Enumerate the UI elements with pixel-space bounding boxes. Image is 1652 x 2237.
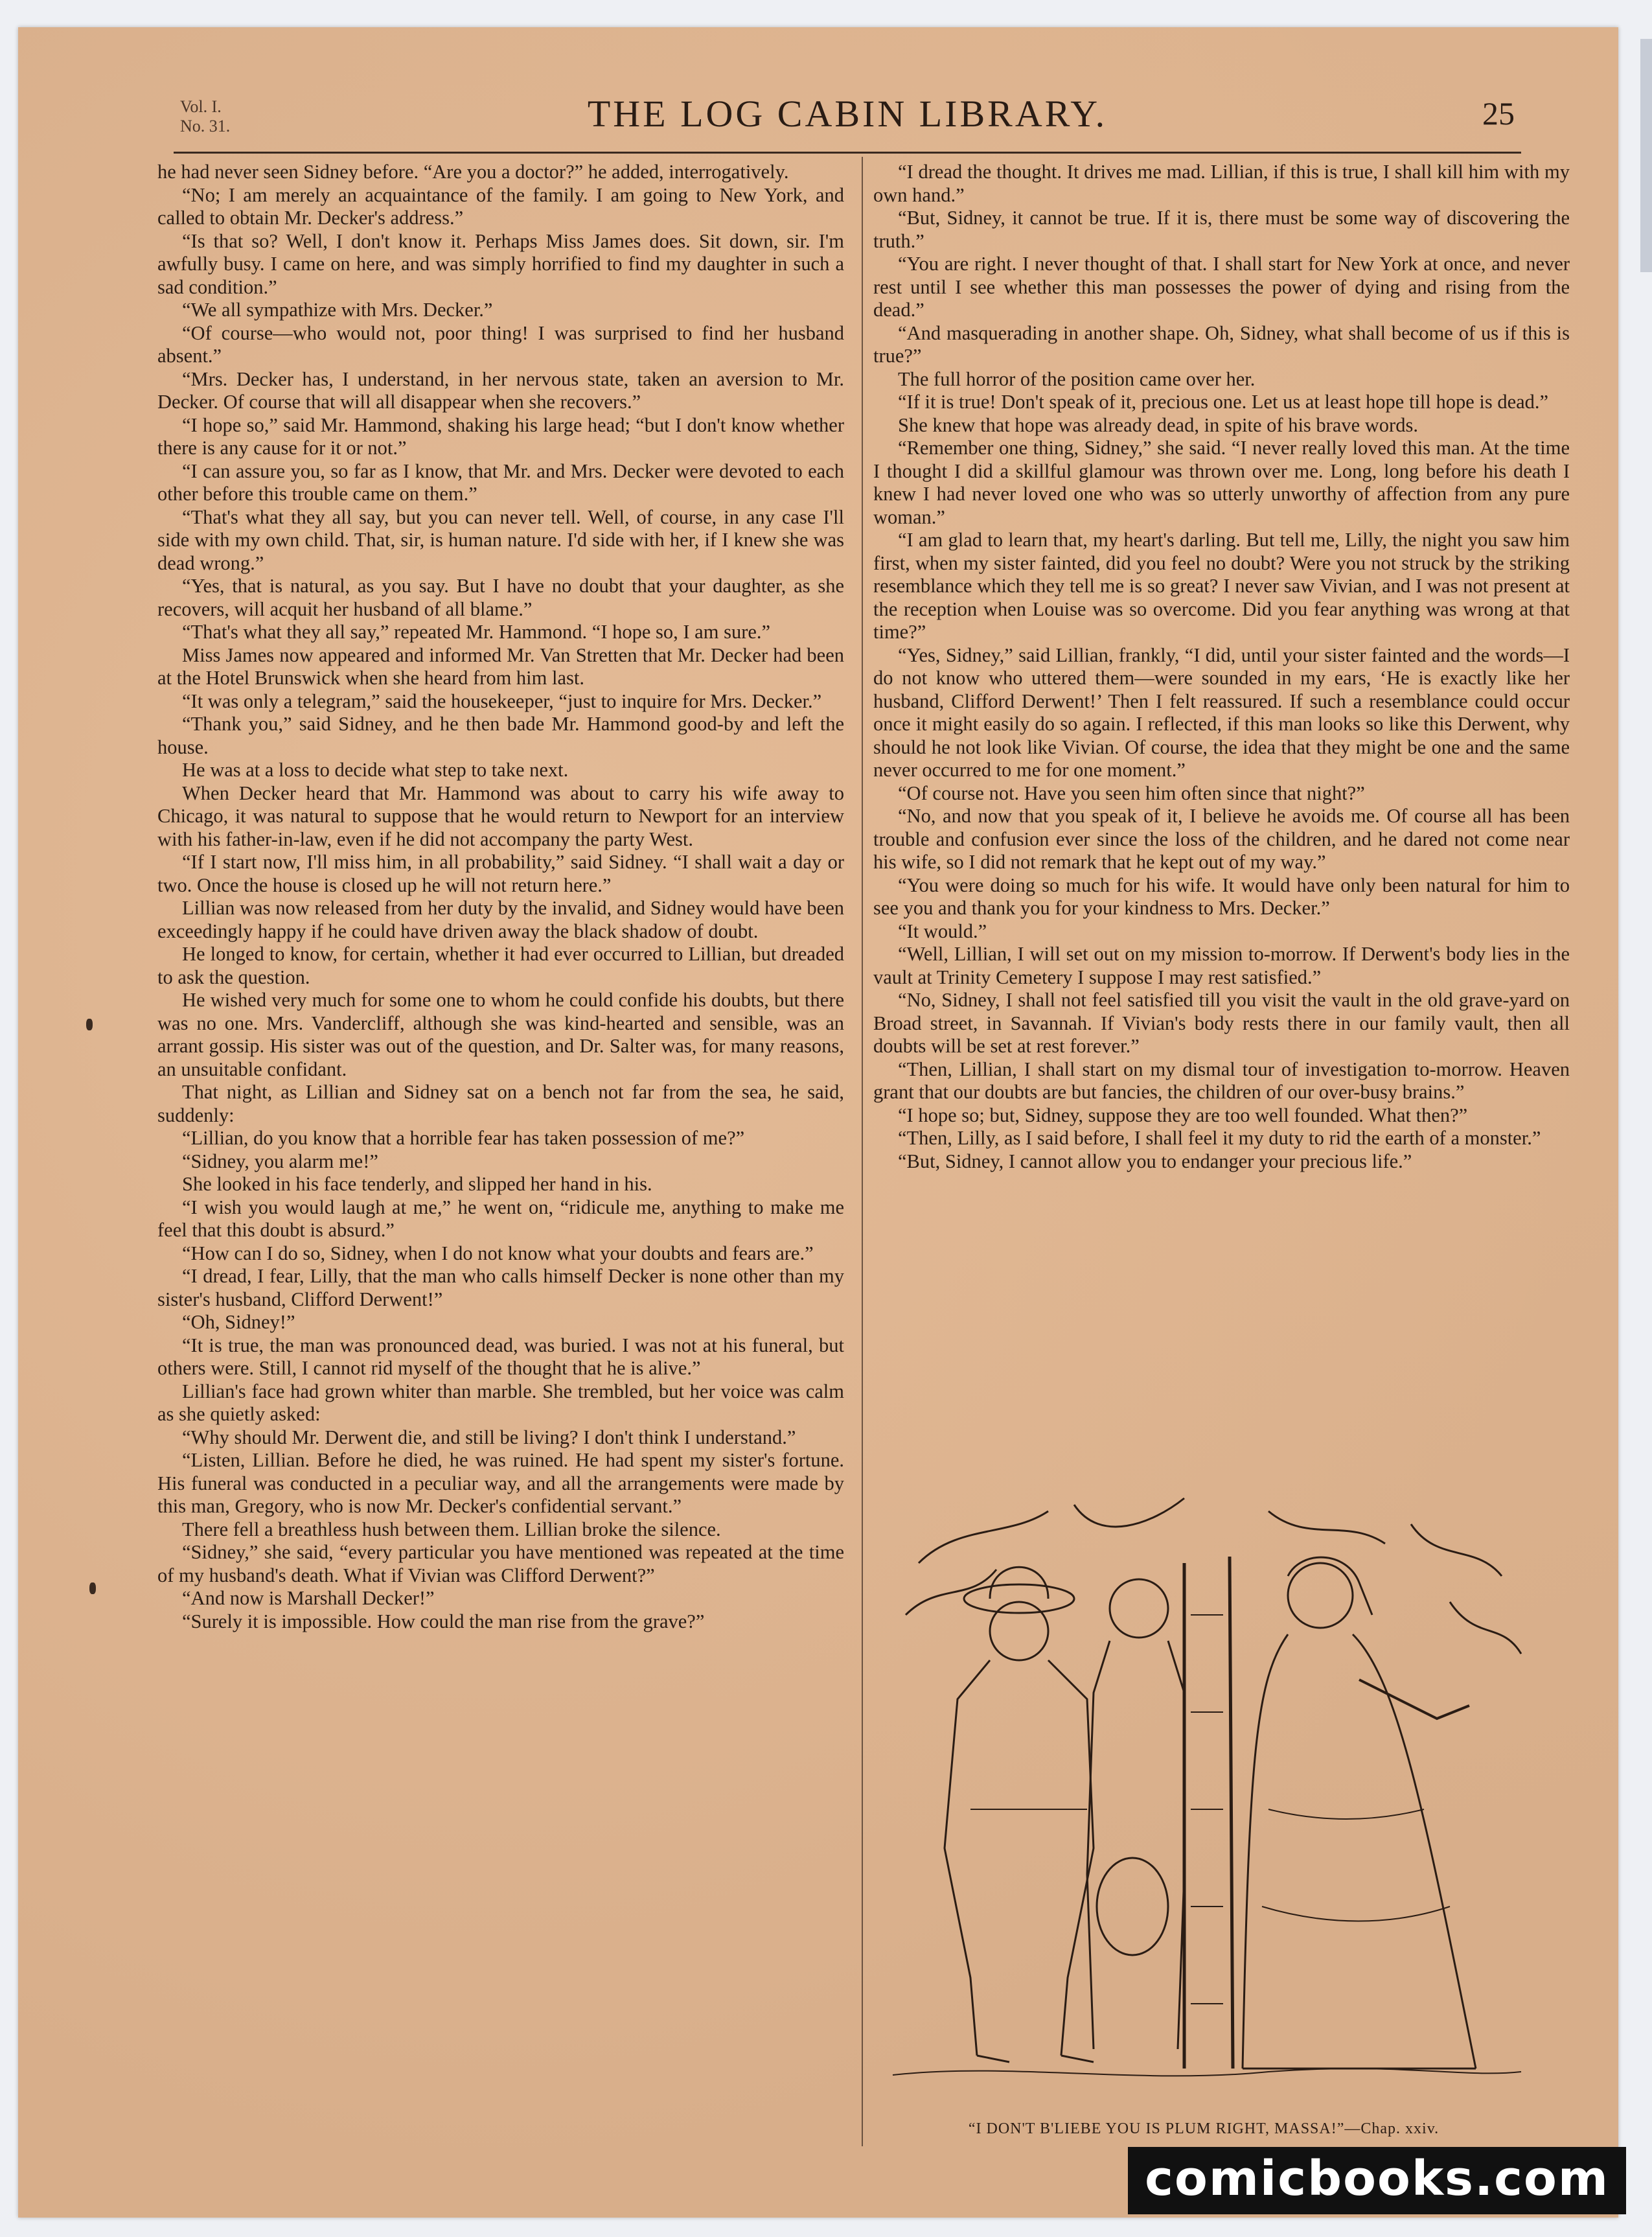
paragraph: Miss James now appeared and informed Mr. Van Stretten that Mr. Decker had been at the Hotel Brunswick when she heard from him last. [157, 643, 844, 689]
volume-label: Vol. I. [180, 97, 222, 116]
engraving-illustration [880, 1485, 1528, 2101]
paragraph: Lillian was now released from her duty by the invalid, and Sidney would have been exceedingly happy if he could have driven away the black shadow of doubt. [157, 897, 844, 942]
paragraph: “Then, Lillian, I shall start on my dismal tour of investigation to-morrow. Heaven grant that our doubts are but fancies, the children of our over-busy brains.” [873, 1058, 1570, 1103]
paragraph: “If it is true! Don't speak of it, precious one. Let us at least hope till hope is dead.” [898, 391, 1549, 413]
paragraph: “Oh, Sidney!” [182, 1311, 295, 1333]
paragraph: “Mrs. Decker has, I understand, in her nervous state, taken an aversion to Mr. Decker. Of course that will all disappear when she recovers.” [157, 367, 844, 413]
paragraph: “You are right. I never thought of that. I shall start for New York at once, and never rest until I see whether this man possesses the power of dying and rising from the dead.” [873, 253, 1570, 321]
paragraph: She knew that hope was already dead, in spite of his brave words. [898, 413, 1418, 436]
paragraph: “Remember one thing, Sidney,” she said. “I never really loved this man. At the time I thought I did a skillful glamour was thrown over me. Long, long before his death I knew I had never loved one who was so utterly unworthy of affection from any pure woman.” [873, 437, 1570, 528]
paragraph: “Sidney,” she said, “every particular you have mentioned was repeated at the time of my husband's death. What if Vivian was Clifford Derwent?” [157, 1541, 844, 1586]
paragraph: “And now is Marshall Decker!” [182, 1587, 435, 1609]
column-divider [862, 157, 863, 2146]
right-text-column [873, 161, 1570, 1173]
newspaper-page [18, 27, 1618, 2218]
paragraph: “I hope so; but, Sidney, suppose they are too well founded. What then?” [898, 1104, 1468, 1126]
paragraph: “Of course not. Have you seen him often since that night?” [898, 782, 1365, 804]
paragraph: “I dread the thought. It drives me mad. Lillian, if this is true, I shall kill him with my own hand.” [873, 161, 1570, 206]
illustration-caption: “I DON'T B'LIEBE YOU IS PLUM RIGHT, MASSA!”—Chap. xxiv. [968, 2120, 1440, 2137]
paragraph: The full horror of the position came over her. [898, 367, 1256, 390]
paragraph: “We all sympathize with Mrs. Decker.” [182, 299, 493, 321]
paragraph: “No; I am merely an acquaintance of the family. I am going to New York, and called to obtain Mr. Decker's address.” [157, 183, 844, 229]
paragraph: “And masquerading in another shape. Oh, Sidney, what shall become of us if this is true?” [873, 321, 1570, 367]
paragraph: “I wish you would laugh at me,” he went on, “ridicule me, anything to make me feel that this doubt is absurd.” [157, 1196, 844, 1241]
paragraph: “Lillian, do you know that a horrible fear has taken possession of me?” [182, 1127, 745, 1149]
paragraph: Lillian's face had grown whiter than marble. She trembled, but her voice was calm as she quietly asked: [157, 1380, 844, 1425]
paragraph: “If I start now, I'll miss him, in all probability,” said Sidney. “I shall wait a day or two. Once the house is closed up he will not return here.” [157, 851, 844, 896]
paragraph: “Of course—who would not, poor thing! I was surprised to find her husband absent.” [157, 321, 844, 367]
paragraph: “Listen, Lillian. Before he died, he was ruined. He had spent my sister's fortune. His funeral was conducted in a peculiar way, and all the arrangements were made by this man, Gregory, who is now Mr. Decker's confidential servant.” [157, 1449, 844, 1517]
paragraph: She looked in his face tenderly, and slipped her hand in his. [182, 1173, 652, 1195]
paragraph: He longed to know, for certain, whether it had ever occurred to Lillian, but dreaded to ask the question. [157, 943, 844, 988]
paragraph: “No, Sidney, I shall not feel satisfied till you visit the vault in the old grave-yard on Broad street, in Savannah. If Vivian's body rests there in our family vault, then all doubts will be set at rest forever.” [873, 989, 1570, 1057]
paragraph: “But, Sidney, it cannot be true. If it is, there must be some way of discovering the truth.” [873, 207, 1570, 252]
paragraph: “Thank you,” said Sidney, and he then bade Mr. Hammond good-by and left the house. [157, 713, 844, 758]
paragraph: “I am glad to learn that, my heart's darling. But tell me, Lilly, the night you saw him first, when my sister fainted, did you feel no doubt? Were you not struck by the striking resemblance which they tell me is so great? I never saw Vivian, and I was not present at the reception when Louise was so overcome. Did you fear anything was wrong at that time?” [873, 529, 1570, 643]
number-label: No. 31. [180, 117, 231, 135]
paragraph: “It would.” [898, 920, 987, 942]
page-number: 25 [1482, 95, 1515, 132]
paragraph: “That's what they all say,” repeated Mr. Hammond. “I hope so, I am sure.” [182, 621, 771, 643]
paragraph: He wished very much for some one to whom he could confide his doubts, but there was no one. Mrs. Vandercliff, although she was kind-hearted and sensible, was an arrant gossip. His sister was out of the question, and Dr. Salter was, for many reasons, an unsuitable confidant. [157, 989, 844, 1080]
header-rule [174, 152, 1521, 154]
paragraph: He was at a loss to decide what step to take next. [182, 759, 569, 781]
paragraph: “Yes, Sidney,” said Lillian, frankly, “I did, until your sister fainted and the words—I do not know who uttered them—were sounded in my ears, ‘He is exactly like her husband, Clifford Derwent!’ Then I felt reassured. If such a resemblance could occur once it might easily do so again. I reflected, if this man looks so like this Derwent, why should he not look like Vivian. Of course, the idea that they might be one and the same never occurred to me for one moment.” [873, 643, 1570, 781]
masthead [180, 92, 1515, 157]
paragraph: “I dread, I fear, Lilly, that the man who calls himself Decker is none other than my sister's husband, Clifford Derwent!” [157, 1265, 844, 1310]
left-text-column [157, 161, 844, 1633]
watermark: comicbooks.com [1128, 2147, 1626, 2214]
paragraph: “You were doing so much for his wife. It would have only been natural for him to see you and thank you for your kindness to Mrs. Decker.” [873, 874, 1570, 919]
paragraph: When Decker heard that Mr. Hammond was about to carry his wife away to Chicago, it was natural to suppose that he would return to Newport for an interview with his father-in-law, even if he did not accompany the party West. [157, 782, 844, 850]
paragraph: “How can I do so, Sidney, when I do not know what your doubts and fears are.” [182, 1242, 814, 1264]
paragraph: “That's what they all say, but you can never tell. Well, of course, in any case I'll side with my own child. That, sir, is human nature. I'd side with her, if I knew she was dead wrong.” [157, 505, 844, 574]
paragraph: “Yes, that is natural, as you say. But I have no doubt that your daughter, as she recovers, will acquit her husband of all blame.” [157, 575, 844, 620]
paragraph: “Then, Lilly, as I said before, I shall feel it my duty to rid the earth of a monster.” [898, 1127, 1541, 1149]
paragraph: That night, as Lillian and Sidney sat on a bench not far from the sea, he said, suddenly: [157, 1081, 844, 1126]
paragraph: “Why should Mr. Derwent die, and still be living? I don't think I understand.” [182, 1426, 796, 1448]
paragraph: “I can assure you, so far as I know, that Mr. and Mrs. Decker were devoted to each other before this trouble came on them.” [157, 459, 844, 505]
paragraph: “It is true, the man was pronounced dead, was buried. I was not at his funeral, but others were. Still, I cannot rid myself of the thought that he is alive.” [157, 1334, 844, 1379]
paragraph: “But, Sidney, I cannot allow you to endanger your precious life.” [898, 1150, 1412, 1172]
ink-spot [89, 1582, 96, 1594]
paragraph: “Sidney, you alarm me!” [182, 1150, 378, 1172]
paragraph: “Surely it is impossible. How could the man rise from the grave?” [182, 1610, 705, 1632]
paragraph: “It was only a telegram,” said the housekeeper, “just to inquire for Mrs. Decker.” [182, 690, 822, 712]
page-edge [1640, 39, 1652, 272]
paragraph: There fell a breathless hush between them. Lillian broke the silence. [182, 1518, 721, 1540]
paragraph: “Is that so? Well, I don't know it. Perhaps Miss James does. Sit down, sir. I'm awfully busy. I came on here, and was simply horrified to find my daughter in such a sad condition.” [157, 229, 844, 298]
publication-title: THE LOG CABIN LIBRARY. [587, 93, 1108, 135]
paragraph: he had never seen Sidney before. “Are you a doctor?” he added, interrogatively. [157, 161, 789, 183]
ink-spot [86, 1019, 93, 1030]
paragraph: “No, and now that you speak of it, I believe he avoids me. Of course all has been trouble and confusion ever since the loss of the children, and he dared not come near his wife, so I did not remark that he kept out of my way.” [873, 805, 1570, 873]
paragraph: “Well, Lillian, I will set out on my mission to-morrow. If Derwent's body lies in the vault at Trinity Cemetery I suppose I may rest satisfied.” [873, 943, 1570, 988]
paragraph: “I hope so,” said Mr. Hammond, shaking his large head; “but I don't know whether there is any cause for it or not.” [157, 413, 844, 459]
